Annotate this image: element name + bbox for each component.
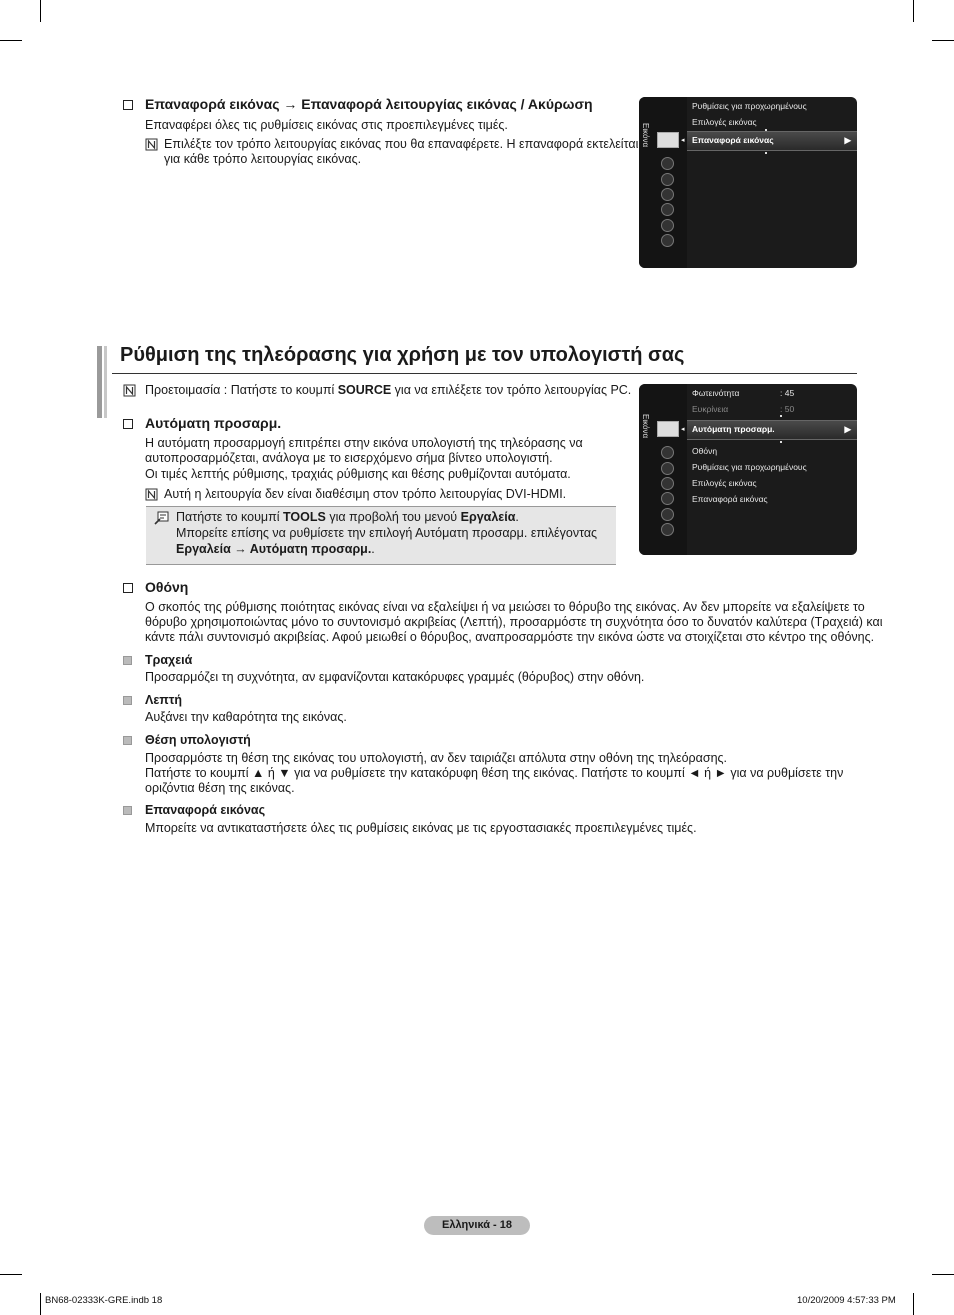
checkbox-bullet-icon [123,100,133,110]
bullet-icon [123,736,132,745]
tools-tip-line: Πατήστε το κουμπί TOOLS για προβολή του μενού Εργαλεία. [176,510,519,524]
page-number: Ελληνικά - 18 [424,1216,530,1235]
crop-mark [40,1293,41,1315]
body-text: Επαναφέρει όλες τις ρυθμίσεις εικόνας στις προεπιλεγμένες τιμές. [145,118,508,132]
body-text: Οι τιμές λεπτής ρύθμισης, τραχιάς ρύθμισης και θέσης ρυθμίζονται αυτόματα. [145,467,571,481]
subheading-position: Θέση υπολογιστή [145,733,251,747]
body-text: θόρυβο χρησιμοποιώντας μόνο το συντονισμό ακριβείας (Λεπτή), προσαρμόστε τη συχνότητα όσο το δυνατόν καλύτερα (Τραχειά) και [145,615,883,629]
menu-value: : 50 [780,404,795,414]
menu-item: Επαναφορά εικόνας [692,494,768,504]
title-bar-decoration [97,346,102,418]
crop-mark [913,0,914,22]
menu-item-selected: Επαναφορά εικόνας ▶ [687,131,857,151]
note-text: Αυτή η λειτουργία δεν είναι διαθέσιμη στον τρόπο λειτουργίας DVI-HDMI. [164,487,567,501]
section-heading-screen: Οθόνη [145,579,189,595]
tv-menu-screenshot: Εικόνα Φωτεινότητα : 45 Ευκρίνεια : 50 Αυτόματη προσαρμ. ▶ ◂ Οθόνη Ρυθμίσεις για προχωρημένους Επιλογές εικόνας Επαναφορά εικόνας [639,384,857,555]
note-icon [145,488,158,501]
body-text: Ο σκοπός της ρύθμισης ποιότητας εικόνας είναι να εξαλείψει ή να μειώσει το θόρυβο της εικόνας. Αν δεν μπορείτε να εξαλείψετε το [145,600,865,614]
menu-item: Ρυθμίσεις για προχωρημένους [692,462,807,472]
channel-icon [661,173,674,186]
subheading-reset: Επαναφορά εικόνας [145,803,266,817]
body-text: Η αυτόματη προσαρμογή επιτρέπει στην εικόνα υπολογιστή της τηλεόρασης να [145,436,583,450]
support-icon [661,523,674,536]
prep-note: Προετοιμασία : Πατήστε το κουμπί SOURCE για να επιλέξετε τον τρόπο λειτουργίας PC. [145,383,632,397]
menu-category-label: Εικόνα [641,414,650,439]
note-text: Επιλέξτε τον τρόπο λειτουργίας εικόνας που θα επαναφέρετε. Η επαναφορά εκτελείται [164,137,639,151]
title-rule [112,373,857,374]
menu-item-selected: Αυτόματη προσαρμ. ▶ [687,420,857,440]
note-text: για κάθε τρόπο λειτουργίας εικόνας. [164,152,362,166]
application-icon [661,508,674,521]
note-icon [123,384,136,397]
tools-tip-line: Μπορείτε επίσης να ρυθμίσετε την επιλογή Αυτόματη προσαρμ. επιλέγοντας [176,526,598,540]
application-icon [661,219,674,232]
body-text: Αυξάνει την καθαρότητα της εικόνας. [145,710,347,724]
page-title: Ρύθμιση της τηλεόρασης για χρήση με τον υπολογιστή σας [120,344,685,366]
subheading-fine: Λεπτή [145,693,183,707]
section-heading-auto: Αυτόματη προσαρμ. [145,415,282,431]
crop-mark [0,40,22,41]
menu-item: Επιλογές εικόνας [692,117,757,127]
input-icon [661,492,674,505]
tv-menu-screenshot: Εικόνα Ρυθμίσεις για προχωρημένους Επιλογές εικόνας Επαναφορά εικόνας ▶ ◂ [639,97,857,268]
body-text: Προσαρμόζει τη συχνότητα, αν εμφανίζονται κατακόρυφες γραμμές (θόρυβος) στην οθόνη. [145,670,645,684]
bullet-icon [123,656,132,665]
body-text: Προσαρμόστε τη θέση της εικόνας του υπολογιστή, αν δεν ταιριάζει απόλυτα στην οθόνη της τηλεόρασης. [145,751,728,765]
menu-item: Ευκρίνεια [692,404,729,414]
section-heading-reset: Επαναφορά εικόνας → Επαναφορά λειτουργίας εικόνας / Ακύρωση [145,96,593,112]
body-text: οριζόντια θέση της εικόνας. [145,781,295,795]
sound-icon [661,157,674,170]
menu-item: Οθόνη [692,446,718,456]
tools-icon [154,511,169,525]
crop-mark [932,40,954,41]
checkbox-bullet-icon [123,583,133,593]
footer-date: 10/20/2009 4:57:33 PM [797,1295,896,1306]
setup-icon [661,188,674,201]
bullet-icon [123,696,132,705]
crop-mark [40,0,41,22]
channel-icon [661,462,674,475]
body-text: Μπορείτε να αντικαταστήσετε όλες τις ρυθμίσεις εικόνας με τις εργοστασιακές προεπιλεγμένες τιμές. [145,821,697,835]
crop-mark [932,1274,954,1275]
menu-value: : 45 [780,388,795,398]
title-bar-decoration [104,346,107,418]
sound-icon [661,446,674,459]
crop-mark [913,1293,914,1315]
body-text: κάντε πάλι συντονισμό ακριβείας. Αφού μειωθεί ο θόρυβος, αναπροσαρμόστε την εικόνα ώστε να στοιχίζεται στο κέντρο της οθόνης. [145,630,875,644]
body-text: Πατήστε το κουμπί ▲ ή ▼ για να ρυθμίσετε την κατακόρυφη θέση της εικόνας. Πατήστε το κουμπί ◄ ή ► για να ρυθμίσετε την [145,766,844,780]
footer-file: BN68-02333K-GRE.indb 18 [45,1295,163,1306]
tools-tip-line: Εργαλεία → Αυτόματη προσαρμ.. [176,542,375,556]
support-icon [661,234,674,247]
bullet-icon [123,806,132,815]
menu-item: Επιλογές εικόνας [692,478,757,488]
subheading-coarse: Τραχειά [145,653,193,667]
crop-mark [0,1274,22,1275]
note-icon [145,138,158,151]
menu-item: Ρυθμίσεις για προχωρημένους [692,101,807,111]
picture-icon [657,421,679,437]
body-text: αυτοπροσαρμόζεται, ανάλογα με το εισερχόμενο σήμα βίντεο υπολογιστή. [145,451,553,465]
menu-category-label: Εικόνα [641,123,650,148]
picture-icon [657,132,679,148]
setup-icon [661,477,674,490]
input-icon [661,203,674,216]
checkbox-bullet-icon [123,419,133,429]
menu-item: Φωτεινότητα [692,388,740,398]
